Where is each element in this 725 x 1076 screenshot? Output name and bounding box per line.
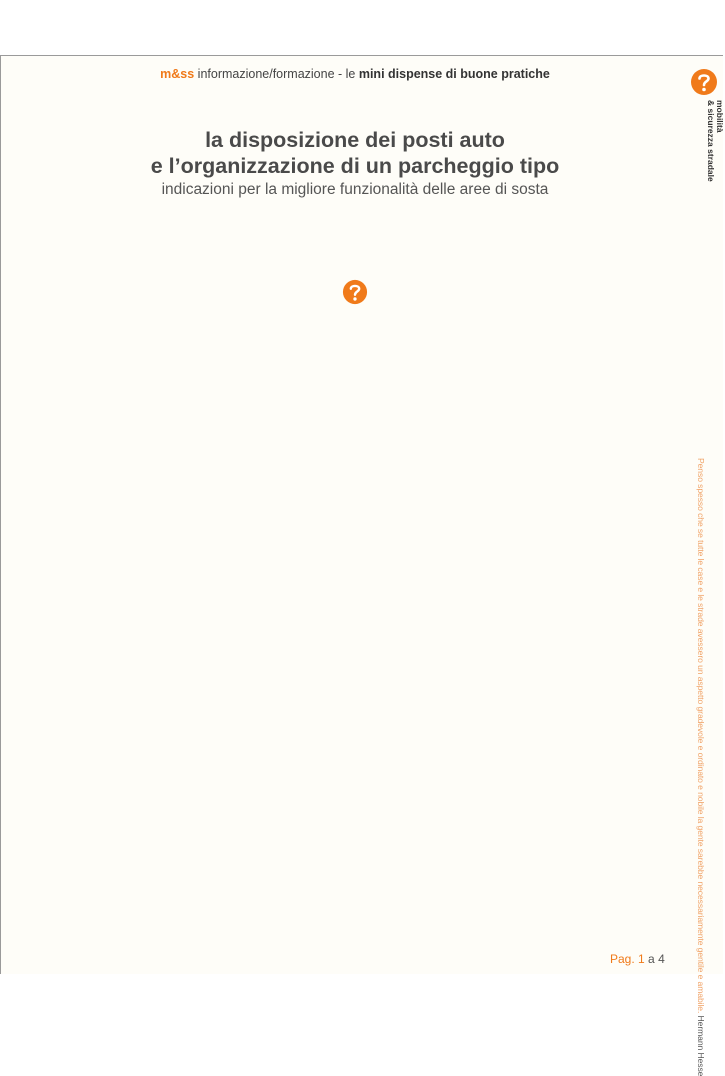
quote-text: Penso spesso che se tutte le case e le strade avessero un aspetto gradevole e ordinato e nobile la gente sarebbe necessariamente gentile e amabile.: [696, 458, 706, 1014]
header-brand: m&ss: [160, 67, 195, 81]
logo-line2: & sicurezza stradale: [706, 100, 716, 182]
header-bold-text: mini dispense di buone pratiche: [358, 67, 550, 81]
page-sep: a: [644, 952, 659, 966]
quote-author: Hermann Hesse: [696, 1013, 706, 1076]
header-line: [0, 67, 710, 81]
side-quote: [696, 458, 706, 1076]
center-question-icon: [342, 279, 368, 305]
header-text: informazione/formazione - le: [194, 67, 359, 81]
page-total: 4: [658, 952, 665, 966]
logo-line1: mobilità: [715, 100, 725, 133]
page-current: 1: [638, 952, 645, 966]
page-subtitle: indicazioni per la migliore funzionalità delle aree di sosta: [161, 181, 549, 198]
page-title-line1: la disposizione dei posti auto: [205, 128, 505, 152]
page-label: Pag.: [610, 952, 639, 966]
page-number: [610, 952, 665, 966]
question-mark-icon: [690, 68, 718, 96]
page-title-line2: e l’organizzazione di un parcheggio tipo: [150, 154, 560, 178]
